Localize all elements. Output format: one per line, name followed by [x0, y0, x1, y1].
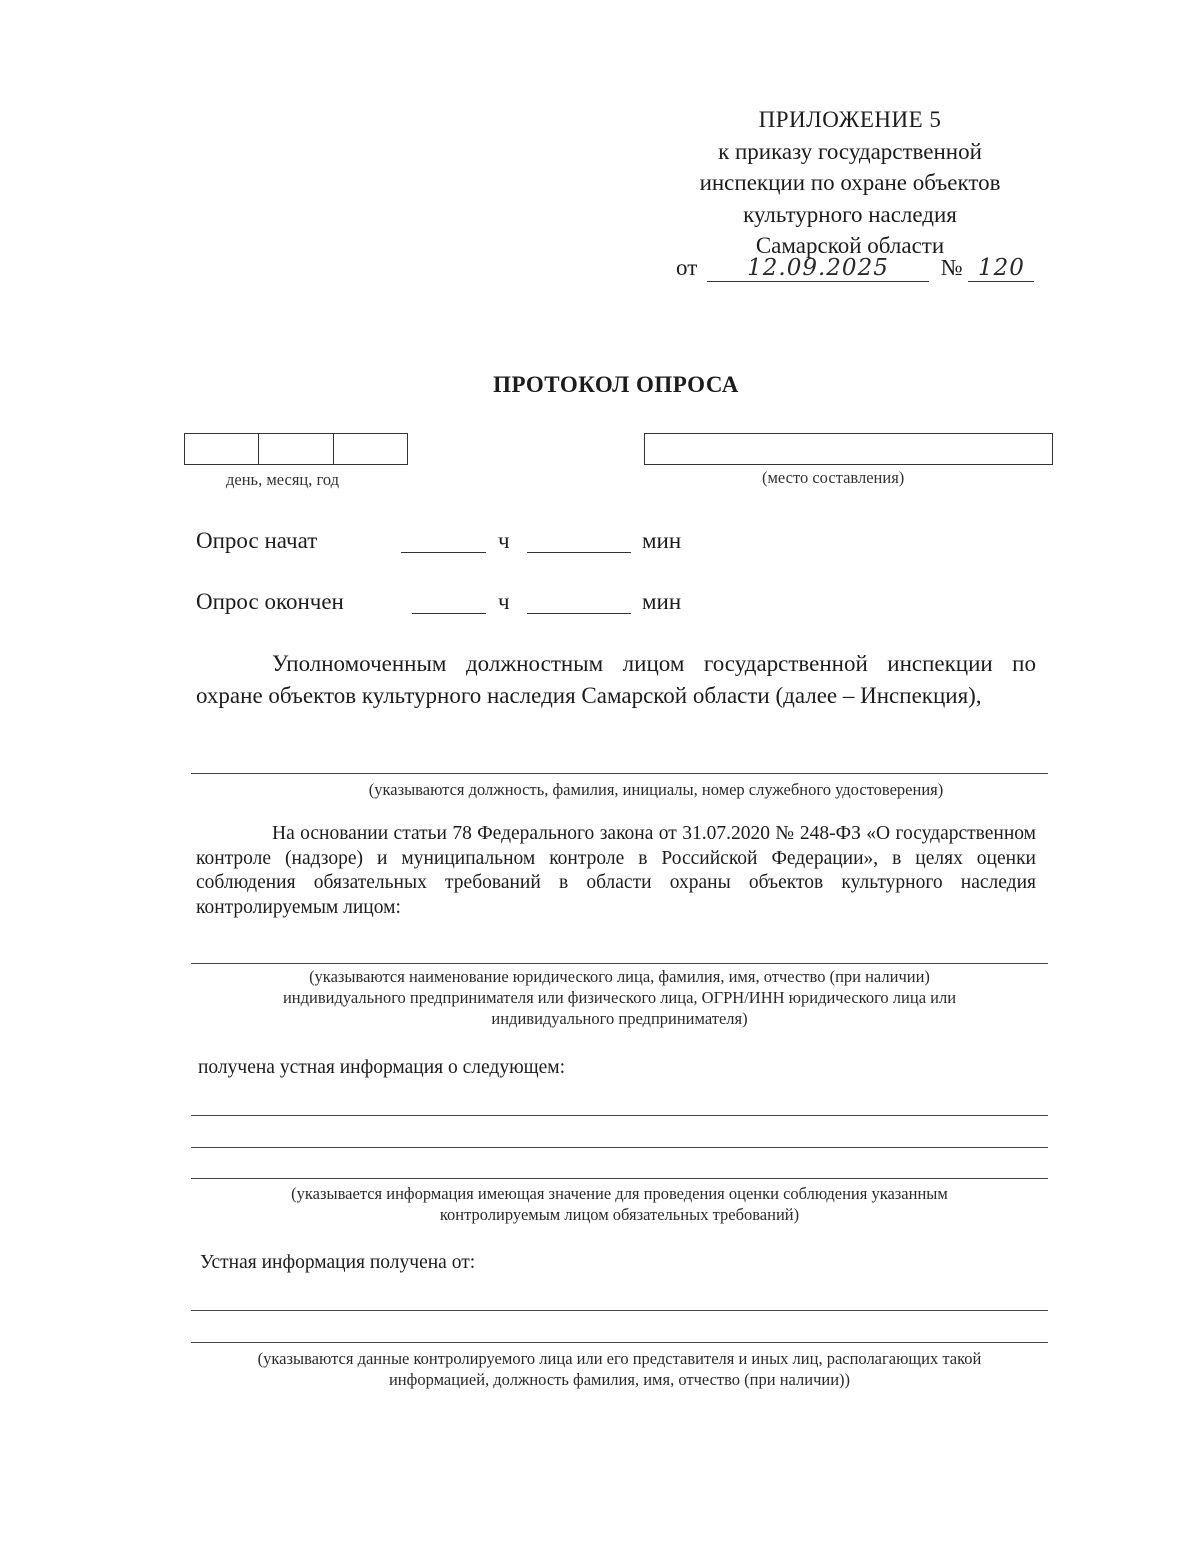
source-label: Устная информация получена от:	[200, 1252, 476, 1273]
place-caption: (место составления)	[762, 468, 905, 487]
source-line-2[interactable]	[191, 1342, 1048, 1343]
date-prefix: от	[676, 255, 698, 280]
number-prefix: №	[940, 255, 963, 280]
official-caption: (указываются должность, фамилия, инициалы, номер служебного удостоверения)	[368, 780, 944, 799]
controlled-person-caption-line-1: (указываются наименование юридического лица, фамилия, имя, отчество (при наличии)	[309, 967, 930, 986]
start-minutes-unit: мин	[642, 528, 682, 553]
start-minutes-field[interactable]	[527, 528, 631, 553]
month-cell[interactable]	[259, 434, 333, 464]
appendix-line-1: к приказу государственной	[718, 138, 982, 164]
end-hours-unit: ч	[498, 589, 510, 614]
appendix-line-2: инспекции по охране объектов	[699, 170, 1001, 195]
controlled-person-line[interactable]	[191, 963, 1048, 964]
source-caption-line-2: информацией, должность фамилия, имя, отчество (при наличии))	[388, 1370, 851, 1389]
oral-info-label: получена устная информация о следующем:	[198, 1057, 566, 1078]
end-minutes-field[interactable]	[527, 589, 631, 614]
controlled-person-caption	[191, 966, 1048, 1029]
basis-paragraph: На основании статьи 78 Федерального закона от 31.07.2020 № 248-ФЗ «О государственном контроле (надзоре) и муниципальном контроле в Российской Федерации», в целях оценки соблюдения обязательных требований в области охраны объектов культурного наследия контролируемым лицом:	[196, 823, 1036, 918]
end-label: Опрос окончен	[196, 589, 344, 614]
appendix-title: ПРИЛОЖЕНИЕ 5	[758, 107, 942, 132]
start-hours-unit: ч	[498, 528, 510, 553]
date-cells[interactable]	[184, 433, 408, 465]
document-title: ПРОТОКОЛ ОПРОСА	[493, 372, 739, 397]
source-line-1[interactable]	[191, 1310, 1048, 1311]
intro-paragraph: Уполномоченным должностным лицом государственной инспекции по охране объектов культурного наследия Самарской области (далее – Инспекция),	[196, 651, 1036, 708]
date-caption: день, месяц, год	[226, 470, 340, 489]
order-date-row	[676, 255, 1034, 282]
appendix-line-3: культурного наследия	[743, 201, 957, 227]
start-hours-field[interactable]	[401, 528, 486, 553]
order-date-handwritten: 12.09.2025	[707, 255, 929, 282]
oral-info-caption-line-1: (указывается информация имеющая значение для проведения оценки соблюдения указанным	[291, 1184, 948, 1203]
place-field[interactable]	[644, 433, 1053, 465]
appendix-header	[640, 104, 1060, 262]
oral-info-line-2[interactable]	[191, 1147, 1048, 1148]
source-caption	[191, 1348, 1048, 1390]
end-minutes-unit: мин	[642, 589, 682, 614]
oral-info-caption	[191, 1183, 1048, 1225]
oral-info-line-1[interactable]	[191, 1115, 1048, 1116]
appendix-line-4: Самарской области	[755, 233, 945, 258]
official-line[interactable]	[191, 773, 1048, 774]
day-cell[interactable]	[185, 434, 259, 464]
year-cell[interactable]	[334, 434, 407, 464]
start-label: Опрос начат	[196, 528, 318, 553]
order-number-handwritten: 120	[968, 255, 1034, 282]
oral-info-caption-line-2: контролируемым лицом обязательных требований)	[439, 1205, 800, 1224]
oral-info-line-3[interactable]	[191, 1178, 1048, 1179]
end-hours-field[interactable]	[412, 589, 486, 614]
source-caption-line-1: (указываются данные контролируемого лица или его представителя и иных лиц, располагающих такой	[257, 1349, 982, 1368]
controlled-person-caption-line-2: индивидуального предпринимателя или физического лица, ОГРН/ИНН юридического лица или	[282, 988, 957, 1007]
controlled-person-caption-line-3: индивидуального предпринимателя)	[491, 1009, 748, 1028]
